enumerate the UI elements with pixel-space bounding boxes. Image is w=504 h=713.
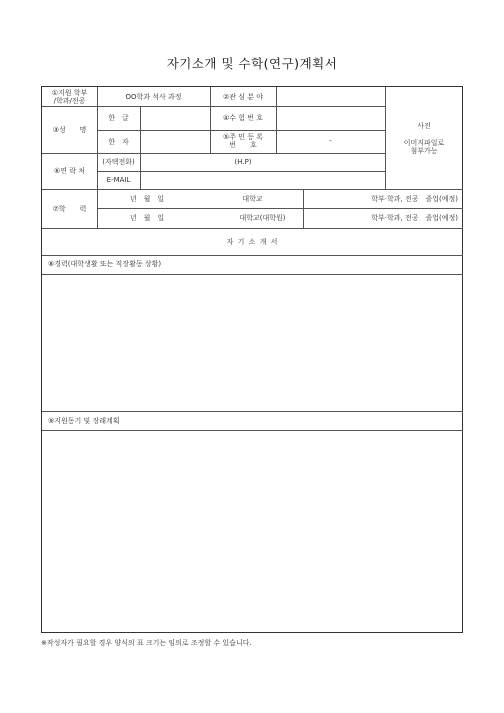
application-form-table (41, 86, 463, 633)
field1-label-line1: ①지원 학부 (51, 89, 88, 97)
edu-school: 대학교 (242, 195, 263, 203)
education-label: ⑦학 력 (52, 205, 87, 213)
plan-label: ⑨지원동기 및 장래계획 (48, 417, 120, 425)
mobile-label: (H.P) (234, 158, 252, 166)
col-divider (140, 106, 141, 153)
col-divider (385, 87, 386, 189)
row-divider (42, 189, 463, 190)
contact-label: ⑥연 락 처 (53, 167, 85, 175)
row-divider (42, 153, 385, 154)
hangul-name-input[interactable] (142, 109, 208, 128)
row-divider (42, 274, 463, 275)
photo-note-line1: 이미지파일로 (403, 139, 445, 147)
hanja-label: 한 자 (108, 138, 129, 146)
email-input[interactable] (142, 173, 383, 187)
document-title: 자기소개 및 수학(연구)계획서 (166, 56, 338, 71)
resident-no-label-line1: ⑤주 민 등 록 (223, 133, 263, 141)
row-divider (42, 430, 463, 431)
edu-major: 학부·학과, 전공 졸업(예정) (371, 195, 458, 203)
career-textarea[interactable] (46, 278, 459, 408)
row-divider (42, 106, 385, 107)
intro-section-header: 자 기 소 개 서 (226, 238, 279, 246)
career-label: ⑧경력(대학생활 또는 직장활동 상황) (48, 260, 162, 268)
hanja-name-input[interactable] (142, 132, 208, 151)
email-label: E-MAIL (106, 176, 131, 184)
field2-input[interactable] (278, 90, 383, 104)
plan-textarea[interactable] (46, 434, 459, 629)
exam-no-input[interactable] (278, 109, 383, 128)
edu-school: 대학교(대학원) (239, 214, 286, 222)
resident-no-label-line2: 번 호 (229, 141, 257, 149)
row-divider (42, 411, 463, 412)
field1-value[interactable]: OO학과 석사 과정 (125, 93, 182, 101)
field2-label: ②관 심 분 야 (223, 93, 263, 101)
name-label: ③성 명 (52, 126, 87, 134)
edu-date: 년 월 일 (129, 214, 165, 222)
home-phone-label: (자택전화) (102, 158, 135, 166)
photo-note-line2: 첨부가능 (410, 147, 438, 155)
exam-no-label: ④수 험 번 호 (223, 114, 263, 122)
resident-no-input[interactable]: - (329, 137, 332, 145)
edu-major: 학부·학과, 전공 졸업(예정) (371, 214, 458, 222)
field1-label-line2: /학과/전공 (53, 97, 86, 105)
col-divider (140, 153, 141, 189)
photo-label: 사진 (417, 122, 431, 130)
row-divider (42, 255, 463, 256)
row-divider (42, 228, 463, 229)
edu-date: 년 월 일 (129, 195, 165, 203)
hangul-label: 한 글 (108, 114, 129, 122)
footnote: ※작성자가 필요할 경우 양식의 표 크기는 임의로 조정할 수 있습니다. (41, 639, 252, 647)
row-divider (97, 208, 463, 209)
